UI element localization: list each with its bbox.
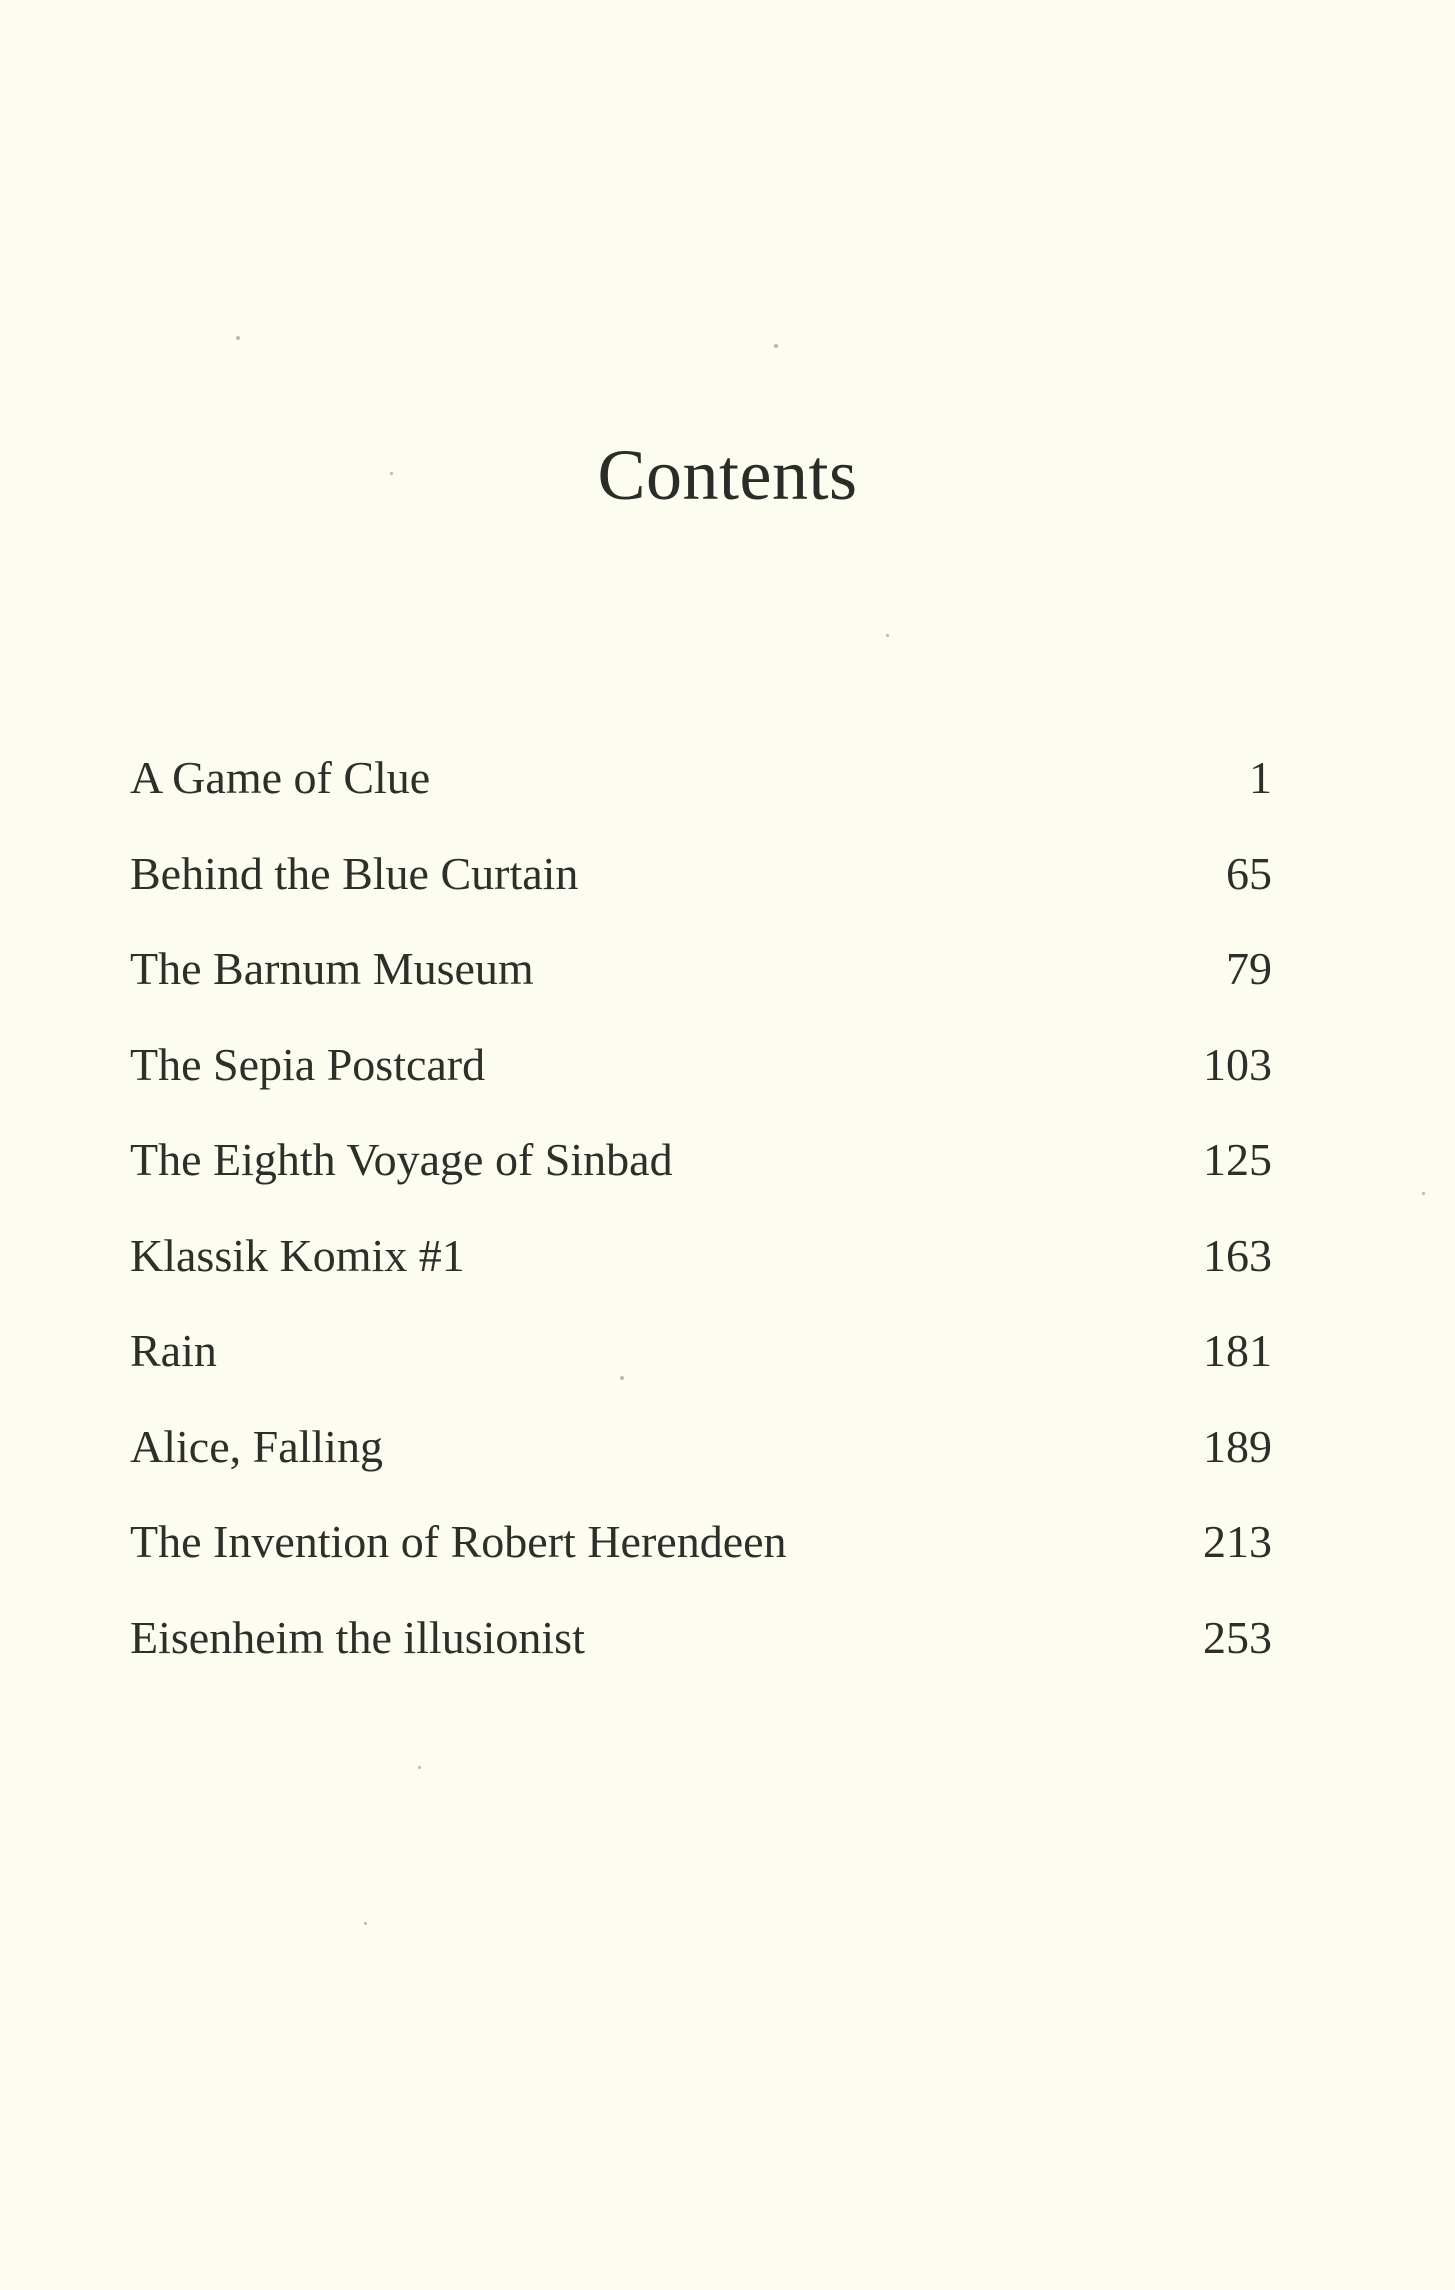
toc-entry-title: The Eighth Voyage of Sinbad xyxy=(130,1134,673,1185)
toc-entry xyxy=(130,1502,1272,1598)
toc-entry xyxy=(130,738,1272,834)
toc-entry-title: Rain xyxy=(130,1325,217,1376)
toc-entry-title: Alice, Falling xyxy=(130,1420,383,1472)
toc-entry xyxy=(130,1407,1272,1503)
toc-entry-page: 79 xyxy=(1226,943,1272,994)
toc-entry-page: 189 xyxy=(1203,1420,1272,1472)
paper-speck xyxy=(418,1766,421,1769)
toc-entry-page: 65 xyxy=(1226,847,1272,899)
toc-entry xyxy=(130,1598,1272,1694)
toc-entry-title: The Barnum Museum xyxy=(130,943,534,994)
paper-speck xyxy=(364,1922,367,1925)
toc-entry-page: 253 xyxy=(1203,1611,1272,1663)
paper-speck xyxy=(236,336,240,340)
toc-entry xyxy=(130,1311,1272,1407)
toc-entry-page: 125 xyxy=(1203,1134,1272,1185)
toc-entry-title: The Sepia Postcard xyxy=(130,1038,486,1090)
toc-entry-page: 163 xyxy=(1203,1229,1272,1281)
table-of-contents xyxy=(130,738,1272,1693)
toc-entry-title: Behind the Blue Curtain xyxy=(130,847,579,899)
toc-entry xyxy=(130,929,1272,1025)
page-title: Contents xyxy=(597,435,858,515)
toc-entry-page: 181 xyxy=(1203,1325,1272,1376)
toc-entry-title: Eisenheim the illusionist xyxy=(130,1611,585,1663)
toc-entry xyxy=(130,1216,1272,1312)
paper-speck xyxy=(774,344,778,348)
toc-entry-page: 213 xyxy=(1203,1516,1272,1567)
toc-entry-title: A Game of Clue xyxy=(130,752,431,803)
toc-entry-page: 1 xyxy=(1249,752,1272,803)
toc-entry-title: The Invention of Robert Herendeen xyxy=(130,1516,787,1567)
toc-entry-title: Klassik Komix #1 xyxy=(130,1229,465,1281)
paper-speck xyxy=(1422,1192,1425,1195)
toc-entry xyxy=(130,1025,1272,1121)
toc-entry xyxy=(130,1120,1272,1216)
toc-entry-page: 103 xyxy=(1203,1038,1272,1090)
paper-speck xyxy=(886,634,889,637)
toc-entry xyxy=(130,834,1272,930)
